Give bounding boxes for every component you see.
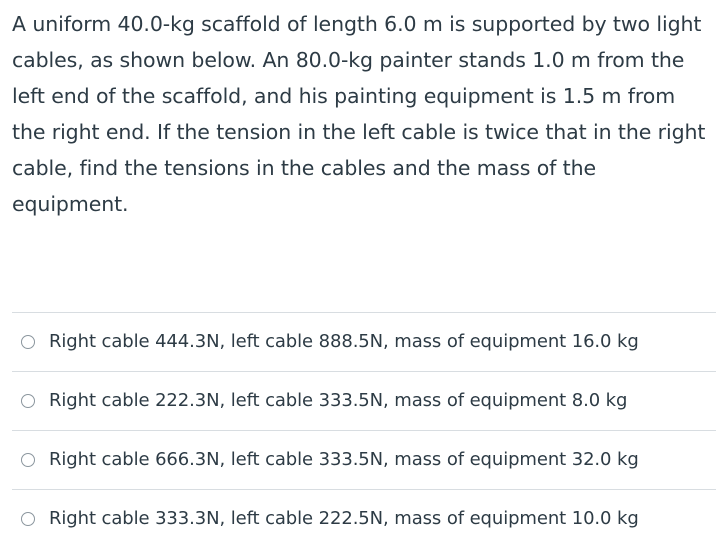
answer-label: Right cable 444.3N, left cable 888.5N, mass of equipment 16.0 kg <box>49 331 639 352</box>
answer-label: Right cable 222.3N, left cable 333.5N, mass of equipment 8.0 kg <box>49 390 628 411</box>
radio-button[interactable] <box>21 453 35 467</box>
answer-option-4[interactable] <box>12 489 716 548</box>
question-text: A uniform 40.0-kg scaffold of length 6.0 m is supported by two light cables, as shown below. An 80.0-kg painter stands 1.0 m from the left end of the scaffold, and his painting equipment is 1.5 m from the right end. If the tension in the left cable is twice that in the right cable, find the tensions in the cables and the mass of the equipment. <box>12 12 706 216</box>
answer-option-1[interactable] <box>12 312 716 371</box>
answer-label: Right cable 666.3N, left cable 333.5N, mass of equipment 32.0 kg <box>49 449 639 470</box>
radio-button[interactable] <box>21 335 35 349</box>
answer-option-3[interactable] <box>12 430 716 489</box>
answer-list <box>12 312 716 548</box>
radio-button[interactable] <box>21 394 35 408</box>
answer-option-2[interactable] <box>12 371 716 430</box>
answer-label: Right cable 333.3N, left cable 222.5N, mass of equipment 10.0 kg <box>49 508 639 529</box>
radio-button[interactable] <box>21 512 35 526</box>
